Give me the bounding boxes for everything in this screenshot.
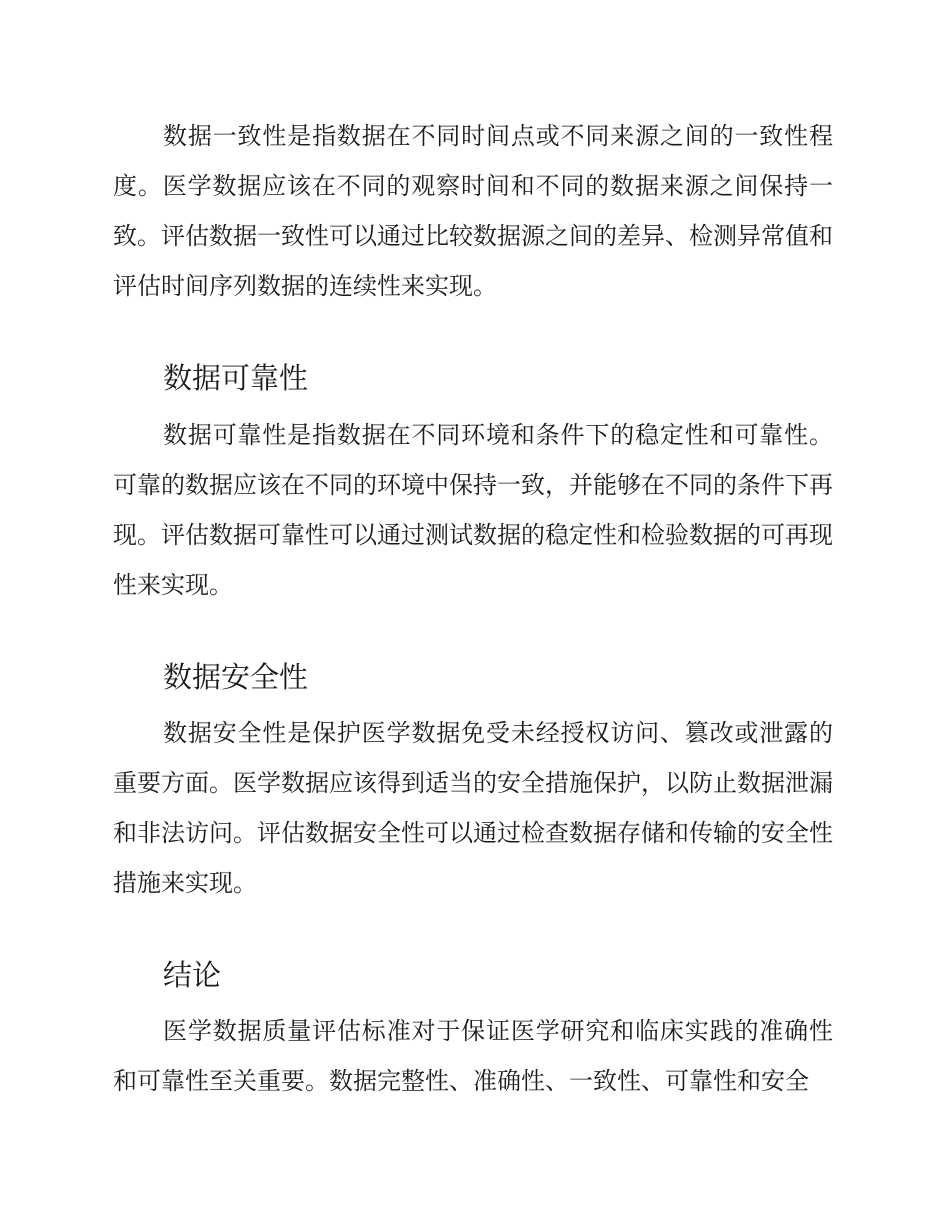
heading-conclusion: 结论 <box>163 958 222 992</box>
paragraph-data-reliability: 数据可靠性是指数据在不同环境和条件下的稳定性和可靠性。可靠的数据应该在不同的环境中保持一致，并能够在不同的条件下再现。评估数据可靠性可以通过测试数据的稳定性和检验数据的可再现性来实现。 <box>113 421 833 599</box>
paragraph-data-security: 数据安全性是保护医学数据免受未经授权访问、篡改或泄露的重要方面。医学数据应该得到适当的安全措施保护，以防止数据泄漏和非法访问。评估数据安全性可以通过检查数据存储和传输的安全性措施来实现。 <box>113 719 833 897</box>
heading-data-reliability: 数据可靠性 <box>163 361 309 395</box>
paragraph-data-consistency: 数据一致性是指数据在不同时间点或不同来源之间的一致性程度。医学数据应该在不同的观察时间和不同的数据来源之间保持一致。评估数据一致性可以通过比较数据源之间的差异、检测异常值和评估时间序列数据的连续性来实现。 <box>113 122 833 300</box>
paragraph-conclusion: 医学数据质量评估标准对于保证医学研究和临床实践的准确性和可靠性至关重要。数据完整性、准确性、一致性、可靠性和安全 <box>113 1017 833 1095</box>
heading-data-security: 数据安全性 <box>163 660 309 694</box>
